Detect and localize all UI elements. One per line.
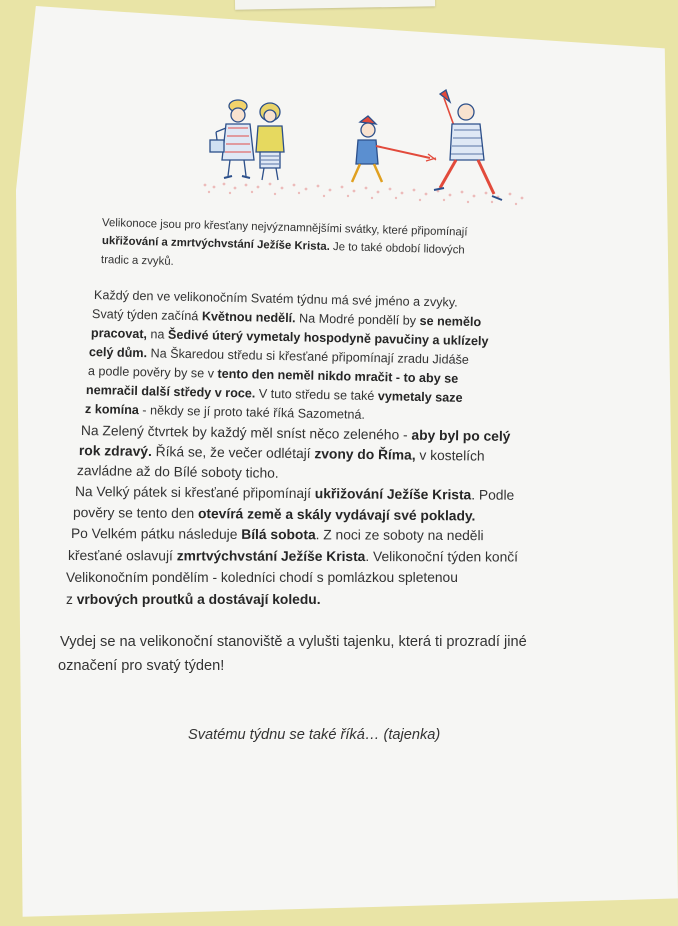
body-line-11: Na Velký pátek si křesťané připomínají ukřižování Ježíše Krista. Podle xyxy=(74,484,515,503)
footer-puzzle-line: Svatému týdnu se také říká… (tajenka) xyxy=(188,727,441,743)
body-line-3: pracovat, na Šedivé úterý vymetaly hospodyně pavučiny a uklízely xyxy=(90,326,489,349)
intro-line-1: Velikonoce jsou pro křesťany nejvýznamnějšími svátky, které připomínají xyxy=(101,217,468,239)
body-line-16: z vrbových proutků a dostávají koledu. xyxy=(66,592,321,607)
body-line-1: Každý den ve velikonočním Svatém týdnu má své jméno a zvyky. xyxy=(93,288,458,310)
body-line-15: Velikonočním pondělím - koledníci chodí s pomlázkou spletenou xyxy=(66,570,458,585)
body-line-12: pověry se tento den otevírá země a skály vydávají své poklady. xyxy=(72,505,476,524)
body-line-4: celý dům. Na Škaredou středu si křesťané připomínají zradu Jidáše xyxy=(88,345,470,367)
task-line-1: Vydej se na velikonoční stanoviště a vylušti tajenku, která ti prozradí jiné xyxy=(60,634,527,650)
body-line-14: křesťané oslavují zmrtvýchvstání Ježíše Krista. Velikonoční týden končí xyxy=(67,548,519,565)
body-line-10: zavládne až do Bílé soboty ticho. xyxy=(76,463,279,481)
body-line-7: z komína - někdy se jí proto také říká Sazometná. xyxy=(84,402,366,422)
intro-line-2: ukřižování a zmrtvýchvstání Ježíše Krista. Je to také období lidových xyxy=(101,235,465,257)
body-line-8: Na Zelený čtvrtek by každý měl sníst něco zeleného - aby byl po celý xyxy=(80,423,511,444)
body-line-6: nemračil další středy v roce. V tuto středu se také vymetaly saze xyxy=(85,383,463,405)
intro-line-3: tradic a zvyků. xyxy=(100,254,174,268)
body-line-9: rok zdravý. Říká se, že večer odlétají zvony do Říma, v kostelích xyxy=(78,443,485,464)
body-line-5: a podle pověry by se v tento den neměl nikdo mračit - to aby se xyxy=(87,364,459,386)
task-line-2: označení pro svatý týden! xyxy=(58,658,225,674)
body-line-13: Po Velkém pátku následuje Bílá sobota. Z noci ze soboty na neděli xyxy=(70,526,484,544)
body-line-2: Svatý týden začíná Květnou nedělí. Na Modré pondělí by se nemělo xyxy=(91,307,482,330)
